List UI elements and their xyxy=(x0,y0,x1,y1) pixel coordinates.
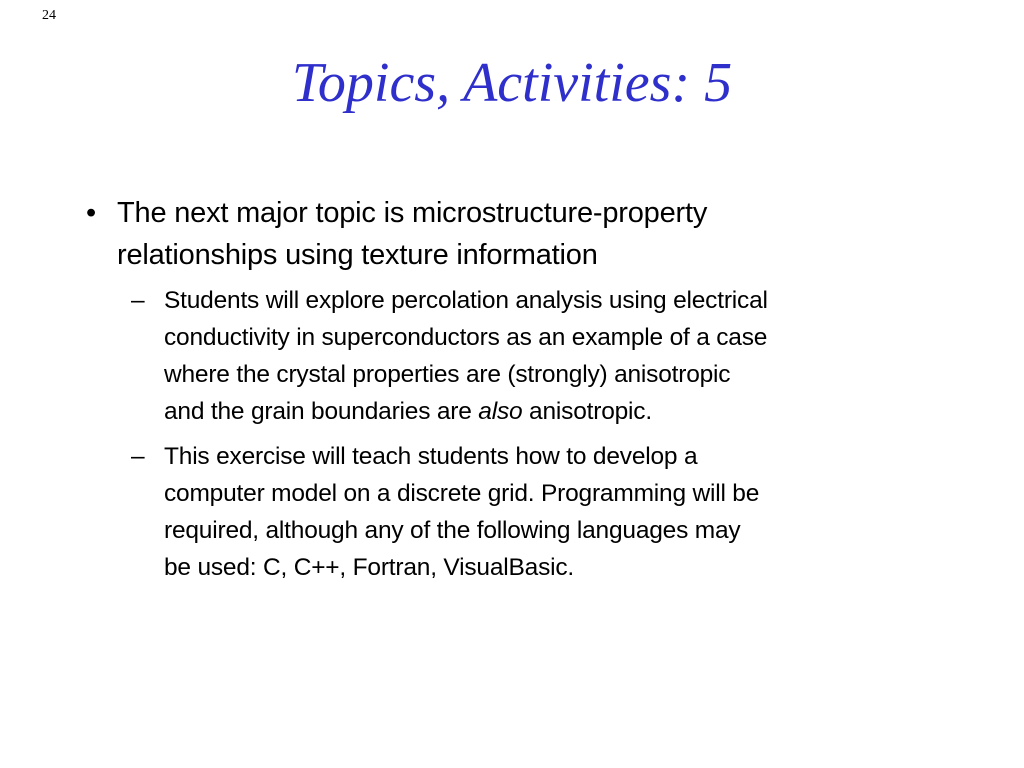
sub-bullet-text-line: where the crystal properties are (strongly) anisotropic xyxy=(164,361,731,388)
sub-bullet-item xyxy=(131,282,966,430)
sub-bullet-list xyxy=(86,282,966,586)
slide-title: Topics, Activities: 5 xyxy=(291,52,733,114)
sub-bullet-text-line: required, although any of the following languages may xyxy=(164,517,741,544)
sub-bullet-item xyxy=(131,438,966,586)
dash-marker: – xyxy=(131,443,145,470)
sub-bullet-text-line: computer model on a discrete grid. Programming will be xyxy=(164,480,760,507)
text-run: and the grain boundaries are xyxy=(164,398,479,425)
bullet-item xyxy=(86,192,966,276)
page-number: 24 xyxy=(42,8,56,23)
sub-bullet-text-line: Students will explore percolation analysis using electrical xyxy=(164,287,768,314)
sub-bullet-text-line: This exercise will teach students how to develop a xyxy=(164,443,698,470)
bullet-marker: • xyxy=(86,197,96,229)
slide-body xyxy=(86,192,966,594)
text-run: anisotropic. xyxy=(522,398,652,425)
emphasis-text: also xyxy=(478,398,523,425)
dash-marker: – xyxy=(131,287,145,314)
bullet-text-line: relationships using texture information xyxy=(117,239,598,271)
sub-bullet-text-line: be used: C, C++, Fortran, VisualBasic. xyxy=(164,554,575,581)
sub-bullet-text-line: conductivity in superconductors as an example of a case xyxy=(164,324,768,351)
bullet-text-line: The next major topic is microstructure-property xyxy=(117,197,708,229)
sub-bullet-text-line xyxy=(164,393,966,430)
